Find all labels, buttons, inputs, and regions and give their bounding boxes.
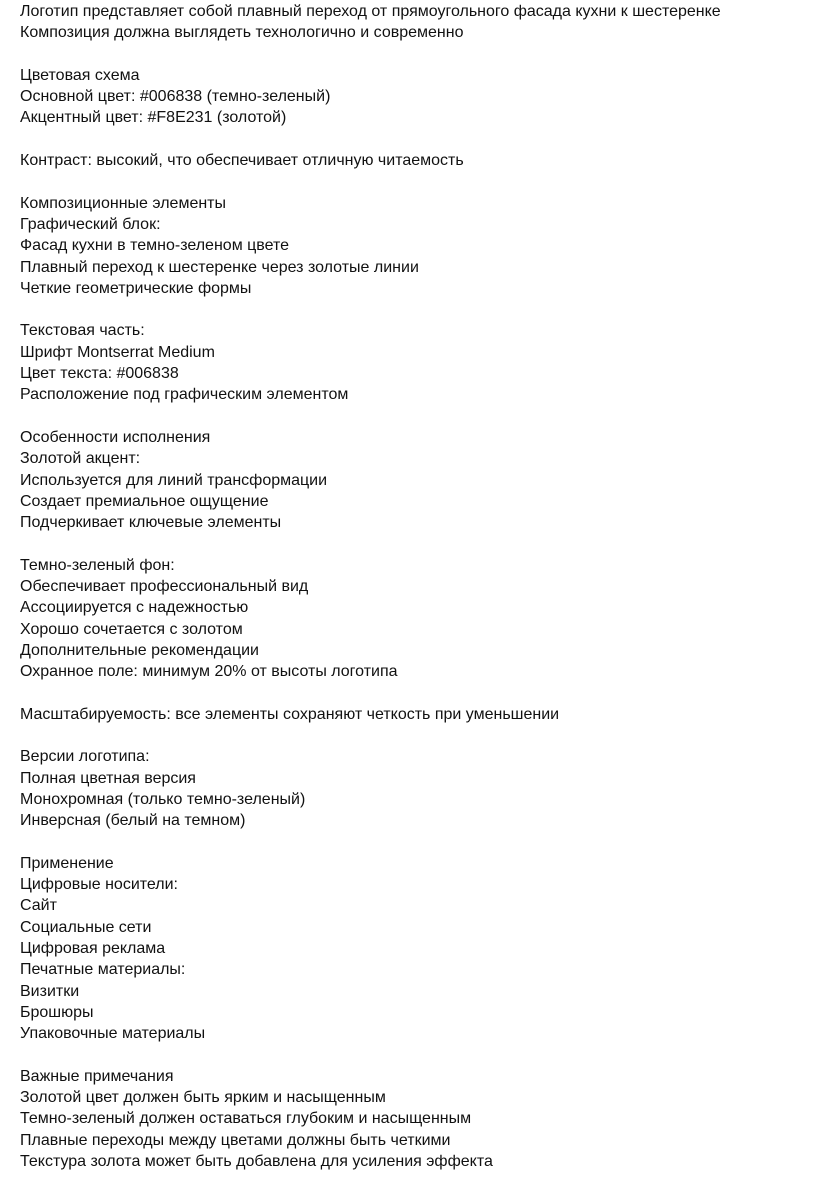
accent-color-line: Акцентный цвет: #F8E231 (золотой)	[20, 109, 287, 127]
text-line: Расположение под графическим элементом	[20, 386, 349, 404]
intro-line: Композиция должна выглядеть технологично и современно	[20, 24, 464, 42]
text-line: Четкие геометрические формы	[20, 279, 252, 297]
text-line: Текстура золота может быть добавлена для усиления эффекта	[20, 1153, 493, 1171]
text-line: Используется для линий трансформации	[20, 471, 328, 489]
text-line: Печатные материалы:	[20, 961, 186, 979]
intro-line: Логотип представляет собой плавный переход от прямоугольного фасада кухни к шестеренке	[20, 3, 721, 20]
paragraph-spacer	[20, 299, 810, 320]
text-line: Создает премиальное ощущение	[20, 492, 269, 510]
text-part-section	[20, 320, 810, 405]
dark-green-section	[20, 555, 810, 683]
section-heading: Версии логотипа:	[20, 748, 150, 766]
paragraph-spacer	[20, 533, 810, 554]
section-heading: Особенности исполнения	[20, 428, 211, 446]
text-line: Плавные переходы между цветами должны быть четкими	[20, 1131, 451, 1149]
section-heading: Цветовая схема	[20, 66, 140, 84]
text-line: Дополнительные рекомендации	[20, 641, 259, 659]
paragraph-spacer	[20, 129, 810, 150]
paragraph-spacer	[20, 725, 810, 746]
text-line: Монохромная (только темно-зеленый)	[20, 790, 306, 808]
text-line: Упаковочные материалы	[20, 1025, 206, 1043]
text-line: Темно-зеленый должен оставаться глубоким и насыщенным	[20, 1110, 472, 1128]
application-section	[20, 853, 810, 1045]
text-line: Подчеркивает ключевые элементы	[20, 514, 282, 532]
text-line: Хорошо сочетается с золотом	[20, 620, 243, 638]
text-line: Социальные сети	[20, 918, 152, 936]
text-line: Золотой акцент:	[20, 450, 141, 468]
contrast-line: Контраст: высокий, что обеспечивает отличную читаемость	[20, 152, 464, 170]
color-scheme-section	[20, 65, 810, 129]
text-line: Ассоциируется с надежностью	[20, 599, 249, 617]
text-line: Темно-зеленый фон:	[20, 556, 175, 574]
contrast-section	[20, 150, 810, 171]
features-section	[20, 427, 810, 533]
scalability-section	[20, 704, 810, 725]
notes-section	[20, 1066, 810, 1172]
paragraph-spacer	[20, 44, 810, 65]
text-line: Полная цветная версия	[20, 769, 196, 787]
text-line: Текстовая часть:	[20, 322, 145, 340]
text-line: Брошюры	[20, 1003, 94, 1021]
text-line: Обеспечивает профессиональный вид	[20, 578, 309, 596]
text-line: Графический блок:	[20, 215, 161, 233]
text-line: Сайт	[20, 897, 57, 915]
text-line: Визитки	[20, 982, 80, 1000]
document-body	[20, 1, 810, 1172]
paragraph-spacer	[20, 1045, 810, 1066]
paragraph-spacer	[20, 406, 810, 427]
section-heading: Применение	[20, 854, 114, 872]
section-heading: Композиционные элементы	[20, 194, 226, 212]
scalability-line: Масштабируемость: все элементы сохраняют четкость при уменьшении	[20, 705, 560, 723]
text-line: Охранное поле: минимум 20% от высоты логотипа	[20, 663, 398, 681]
intro-section	[20, 1, 810, 44]
text-line: Плавный переход к шестеренке через золотые линии	[20, 258, 419, 276]
text-line: Цвет текста: #006838	[20, 365, 179, 383]
text-line: Золотой цвет должен быть ярким и насыщенным	[20, 1089, 386, 1107]
text-line: Инверсная (белый на темном)	[20, 812, 246, 830]
composition-section	[20, 193, 810, 299]
text-line: Фасад кухни в темно-зеленом цвете	[20, 237, 290, 255]
text-line: Шрифт Montserrat Medium	[20, 343, 215, 361]
versions-section	[20, 746, 810, 831]
primary-color-line: Основной цвет: #006838 (темно-зеленый)	[20, 88, 331, 106]
text-line: Цифровые носители:	[20, 876, 178, 894]
paragraph-spacer	[20, 171, 810, 192]
text-line: Цифровая реклама	[20, 940, 166, 958]
section-heading: Важные примечания	[20, 1067, 174, 1085]
paragraph-spacer	[20, 832, 810, 853]
paragraph-spacer	[20, 683, 810, 704]
